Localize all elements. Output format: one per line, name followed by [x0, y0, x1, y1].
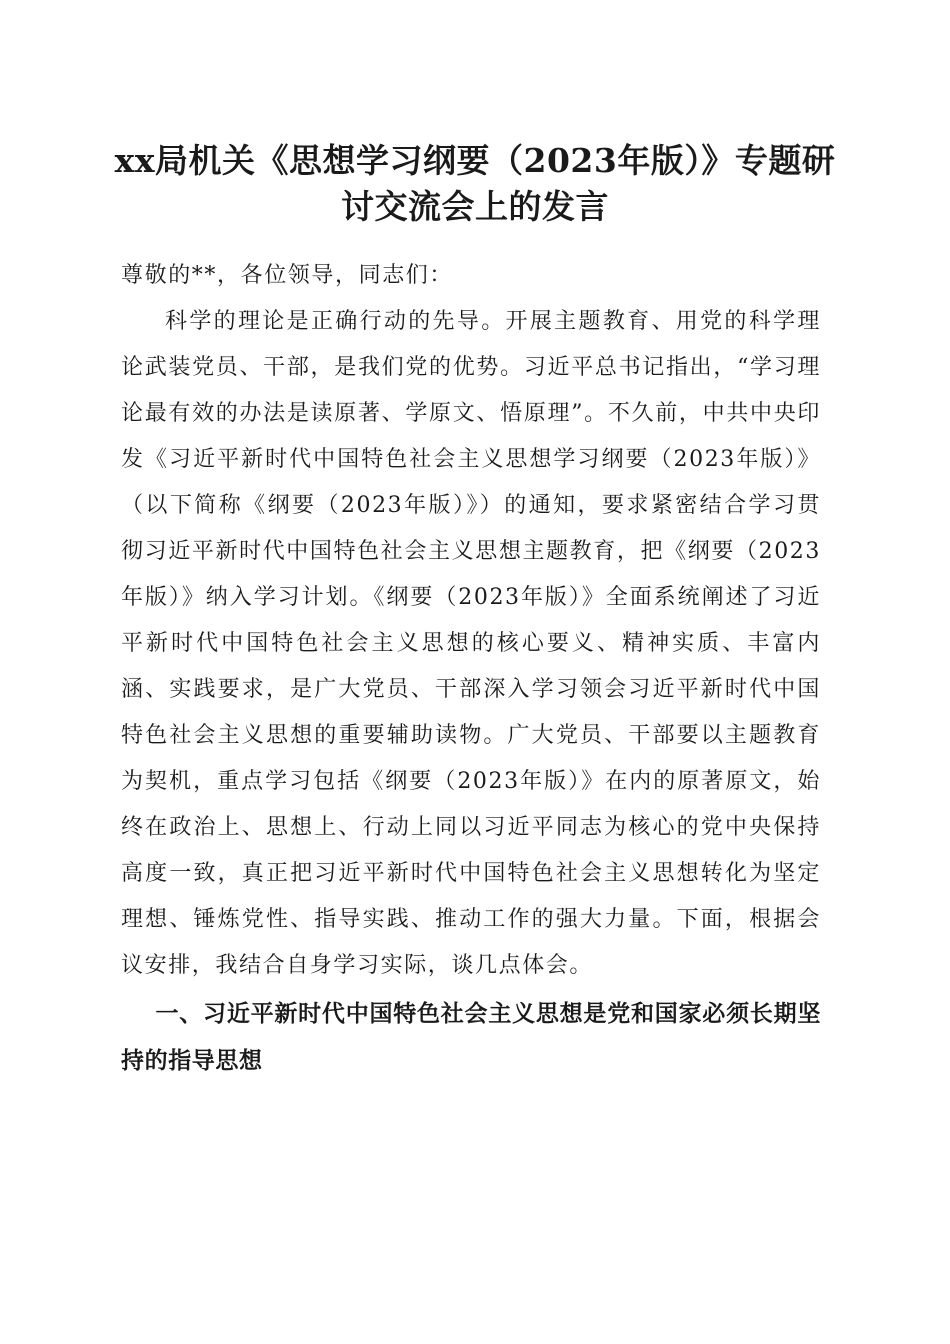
body-paragraph: 科学的理论是正确行动的先导。开展主题教育、用党的科学理论武装党员、干部，是我们党的优势。习近平总书记指出，“学习理论最有效的办法是读原著、学原文、悟原理”。不久前，中共中央印发《习近平新时代中国特色社会主义思想学习纲要（2023年版）》（以下简称《纲要（2023年版）》）的通知，要求紧密结合学习贯彻习近平新时代中国特色社会主义思想主题教育，把《纲要（2023年版）》纳入学习计划。《纲要（2023年版）》全面系统阐述了习近平新时代中国特色社会主义思想的核心要义、精神实质、丰富内涵、实践要求，是广大党员、干部深入学习领会习近平新时代中国特色社会主义思想的重要辅助读物。广大党员、干部要以主题教育为契机，重点学习包括《纲要（2023年版）》在内的原著原文，始终在政治上、思想上、行动上同以习近平同志为核心的党中央保持高度一致，真正把习近平新时代中国特色社会主义思想转化为坚定理想、锤炼党性、指导实践、推动工作的强大力量。下面，根据会议安排，我结合自身学习实际，谈几点体会。 [121, 309, 821, 978]
document-title: xx局机关《思想学习纲要（2023年版）》专题研讨交流会上的发言 [114, 141, 836, 226]
salutation: 尊敬的**，各位领导，同志们： [121, 263, 454, 288]
section-heading: 一、习近平新时代中国特色社会主义思想是党和国家必须长期坚持的指导思想 [121, 1001, 821, 1074]
document-body [121, 253, 821, 1085]
